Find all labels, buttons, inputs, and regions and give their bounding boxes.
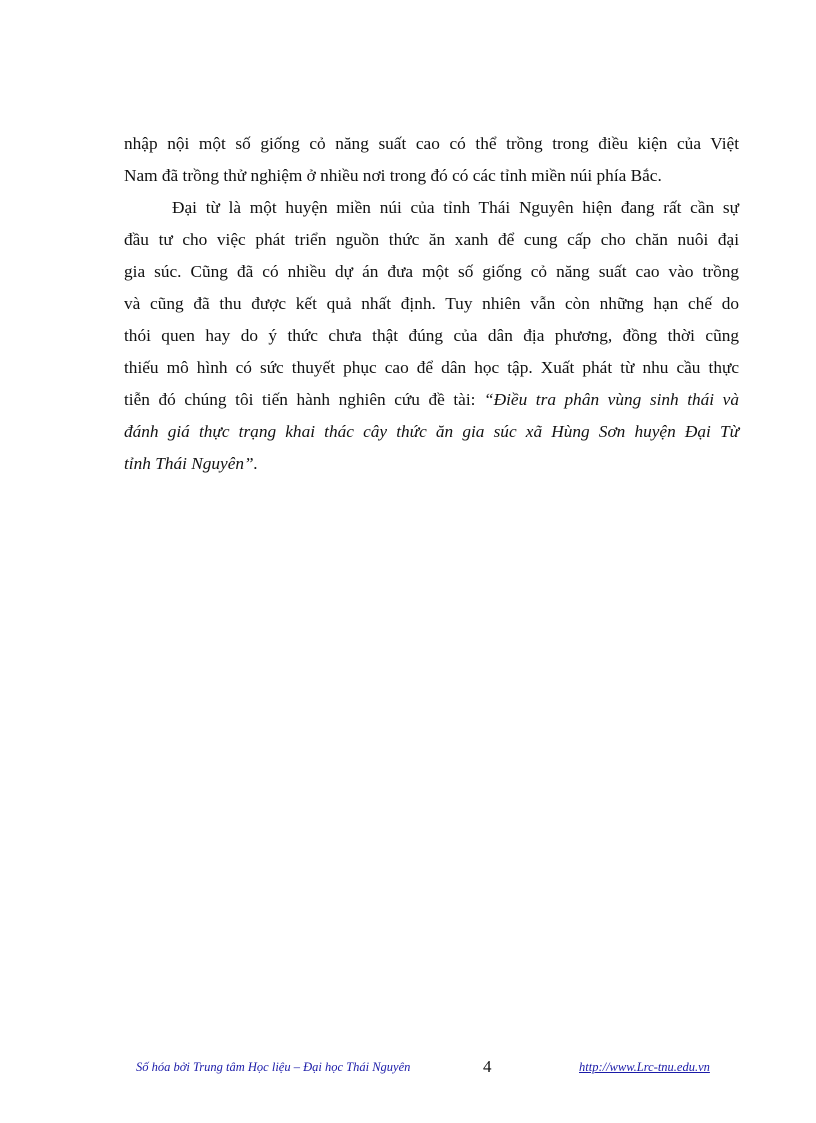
line-7-plain: tiễn đó chúng tôi tiến hành nghiên cứu đề tài: <box>124 390 485 409</box>
paragraph-2-line-6: thiếu mô hình có sức thuyết phục cao để dân học tập. Xuất phát từ nhu cầu thực <box>124 358 739 377</box>
paragraph-2-line-1: Đại từ là một huyện miền núi của tỉnh Thái Nguyên hiện đang rất cần sự <box>172 198 739 217</box>
thesis-title-line-2: đánh giá thực trạng khai thác cây thức ăn gia súc xã Hùng Sơn huyện Đại Từ <box>124 422 739 441</box>
paragraph-1-line-2: Nam đã trồng thử nghiệm ở nhiều nơi trong đó có các tỉnh miền núi phía Bắc. <box>124 166 662 185</box>
footer-digitized-by: Số hóa bởi Trung tâm Học liệu – Đại học Thái Nguyên <box>136 1060 411 1074</box>
paragraph-2-line-7 <box>124 384 739 416</box>
paragraph-2-line-2: đầu tư cho việc phát triển nguồn thức ăn xanh để cung cấp cho chăn nuôi đại <box>124 230 739 249</box>
paragraph-2-line-5: thói quen hay do ý thức chưa thật đúng của dân địa phương, đồng thời cũng <box>124 326 739 345</box>
paragraph-2-line-4: và cũng đã thu được kết quả nhất định. Tuy nhiên vẫn còn những hạn chế do <box>124 294 739 313</box>
thesis-title-start: “Điều tra phân vùng sinh thái và <box>484 390 739 409</box>
footer-website-link[interactable]: http://www.Lrc-tnu.edu.vn <box>579 1060 710 1074</box>
thesis-title-line-3: tỉnh Thái Nguyên”. <box>124 454 258 473</box>
paragraph-2-line-3: gia súc. Cũng đã có nhiều dự án đưa một số giống cỏ năng suất cao vào trồng <box>124 262 739 281</box>
page-footer <box>0 1057 816 1081</box>
body-text <box>124 128 739 480</box>
paragraph-1-line-1: nhập nội một số giống cỏ năng suất cao có thể trồng trong điều kiện của Việt <box>124 134 739 153</box>
page-number: 4 <box>483 1057 492 1076</box>
